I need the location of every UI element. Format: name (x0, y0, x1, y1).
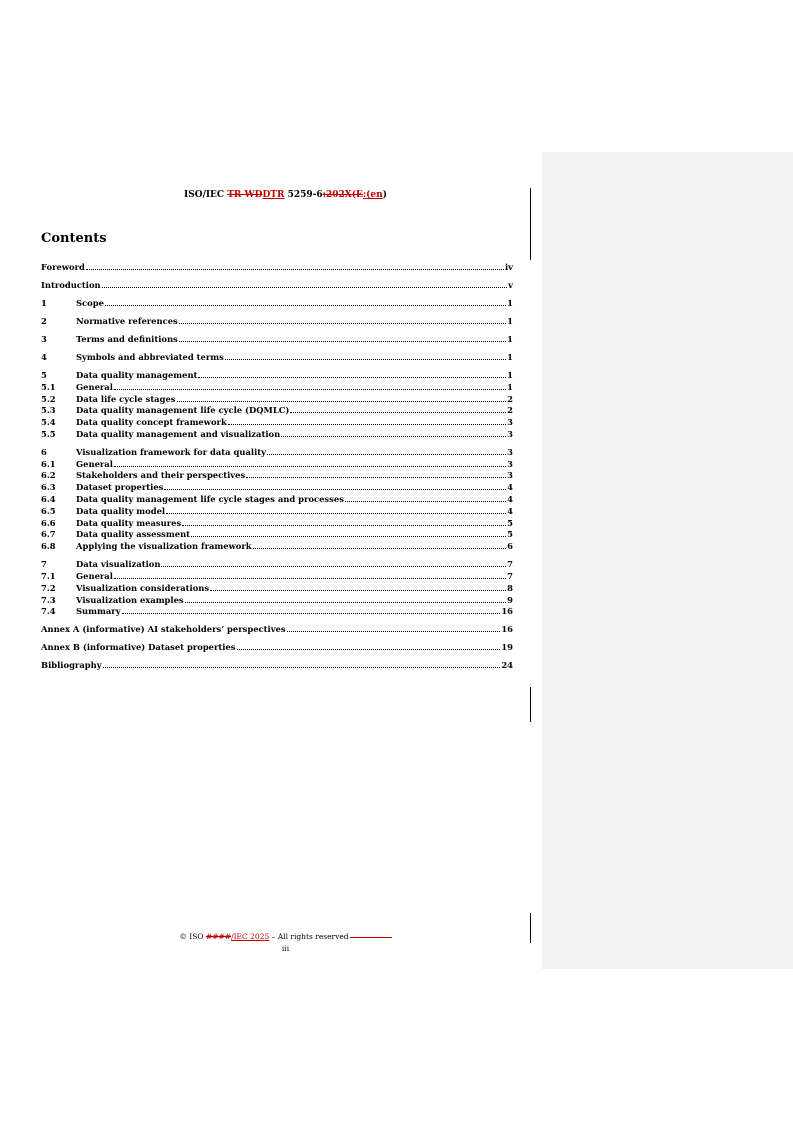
toc-entry-number: 7 (41, 559, 47, 570)
toc-entry-label: Data quality model (76, 505, 166, 516)
toc-entry-number: 6.3 (41, 482, 56, 493)
toc-entry[interactable] (41, 583, 513, 595)
toc-entry-label: Visualization framework for data quality (76, 446, 266, 457)
toc-entry-page: v (508, 279, 513, 290)
toc-leader-dots (225, 358, 506, 360)
toc-entry-label: Terms and definitions (76, 333, 178, 344)
toc-entry[interactable] (41, 541, 513, 553)
toc-entry-page: 7 (507, 559, 513, 570)
document-header (0, 190, 571, 200)
toc-entry[interactable] (41, 595, 513, 607)
toc-leader-dots (198, 376, 506, 378)
toc-leader-dots (237, 648, 501, 650)
header-suffix: ) (382, 190, 387, 200)
header-insertion-2: :(en (362, 190, 383, 200)
toc-entry-number: 5.4 (41, 417, 56, 428)
toc-entry-label: Data quality measures (76, 517, 182, 528)
toc-leader-dots (114, 465, 506, 467)
toc-entry-number: 6.6 (41, 517, 56, 528)
toc-entry[interactable] (41, 459, 513, 471)
toc-entry-number: 2 (41, 315, 47, 326)
toc-entry-page: 3 (507, 446, 513, 457)
toc-entry-label: Symbols and abbreviated terms (76, 351, 224, 362)
toc-entry[interactable] (41, 482, 513, 494)
toc-entry[interactable] (41, 405, 513, 417)
copyright-line (0, 932, 571, 941)
toc-entry-label: Data life cycle stages (76, 393, 176, 404)
header-deletion-2: :202X(E (322, 190, 363, 200)
toc-entry[interactable] (41, 494, 513, 506)
toc-entry-page: 1 (507, 297, 513, 308)
toc-entry-label: Data quality management life cycle stages and processes (76, 494, 344, 505)
header-number: 5259-6 (284, 190, 323, 200)
toc-entry-number: 7.3 (41, 594, 56, 605)
toc-entry-number: 3 (41, 333, 47, 344)
toc-leader-dots (179, 340, 506, 342)
toc-entry[interactable] (41, 642, 513, 654)
toc-entry-number: 5.1 (41, 381, 56, 392)
comments-pane (542, 152, 793, 969)
toc-entry-label: General (76, 571, 113, 582)
toc-entry-number: 6.8 (41, 541, 56, 552)
header-prefix: ISO/IEC (184, 190, 228, 200)
toc-entry-page: 4 (507, 505, 513, 516)
toc-entry-label: Scope (76, 297, 104, 308)
toc-entry[interactable] (41, 559, 513, 571)
toc-leader-dots (345, 500, 506, 502)
toc-entry-page: 5 (507, 517, 513, 528)
toc-entry-number: 5.2 (41, 393, 56, 404)
toc-entry-page: 3 (507, 470, 513, 481)
toc-leader-dots (246, 476, 506, 478)
copyright-prefix: © ISO (179, 932, 206, 941)
toc-entry[interactable] (41, 506, 513, 518)
toc-leader-dots (191, 535, 506, 537)
toc-entry-page: 1 (507, 381, 513, 392)
toc-entry-number: 7.2 (41, 582, 56, 593)
toc-leader-dots (114, 388, 506, 390)
toc-entry-number: 5.3 (41, 405, 56, 416)
page-title: Contents (41, 231, 107, 246)
toc-entry-page: 16 (501, 624, 513, 635)
document-footer (0, 932, 571, 953)
toc-entry-page: 19 (501, 642, 513, 653)
toc-entry-label: Visualization considerations (76, 582, 210, 593)
toc-leader-dots (166, 512, 506, 514)
toc-entry-page: 4 (507, 482, 513, 493)
toc-entry-page: 1 (507, 351, 513, 362)
toc-leader-dots (179, 322, 506, 324)
toc-leader-dots (228, 423, 506, 425)
toc-leader-dots (161, 565, 506, 567)
toc-entry-label: Annex A (informative) AI stakeholders’ perspectives (41, 624, 286, 635)
toc-entry-page: 1 (507, 369, 513, 380)
toc-entry[interactable] (41, 262, 513, 274)
toc-leader-dots (122, 612, 501, 614)
toc-entry-page: 1 (507, 333, 513, 344)
toc-entry[interactable] (41, 447, 513, 459)
toc-leader-dots (102, 286, 507, 288)
toc-entry-label: Normative references (76, 315, 178, 326)
toc-entry[interactable] (41, 316, 513, 328)
toc-entry-number: 6.1 (41, 458, 56, 469)
toc-entry[interactable] (41, 606, 513, 618)
toc-entry[interactable] (41, 280, 513, 292)
toc-entry-number: 6.4 (41, 494, 56, 505)
copyright-suffix: – All rights reserved (269, 932, 349, 941)
toc-entry[interactable] (41, 429, 513, 441)
toc-entry-page: 6 (507, 541, 513, 552)
header-deletion-1: TR WD (227, 190, 263, 200)
toc-entry[interactable] (41, 624, 513, 636)
toc-leader-dots (281, 435, 506, 437)
toc-leader-dots (185, 601, 507, 603)
toc-entry-number: 6.7 (41, 529, 56, 540)
toc-entry-number: 6.5 (41, 505, 56, 516)
toc-entry[interactable] (41, 529, 513, 541)
toc-entry-label: General (76, 458, 113, 469)
toc-entry-label: Data quality assessment (76, 529, 191, 540)
toc-entry-label: Summary (76, 606, 121, 617)
toc-entry-page: 2 (507, 405, 513, 416)
toc-leader-dots (290, 411, 506, 413)
toc-entry-number: 4 (41, 351, 47, 362)
toc-entry[interactable] (41, 370, 513, 382)
toc-leader-dots (177, 400, 507, 402)
toc-entry-label: Data quality concept framework (76, 417, 227, 428)
copyright-insertion: /IEC 2025 (231, 932, 270, 941)
toc-entry-number: 1 (41, 297, 47, 308)
table-of-contents (41, 262, 513, 672)
toc-entry-label: Introduction (41, 279, 101, 290)
toc-entry[interactable] (41, 417, 513, 429)
toc-leader-dots (253, 547, 507, 549)
toc-entry[interactable] (41, 518, 513, 530)
toc-entry[interactable] (41, 571, 513, 583)
toc-leader-dots (182, 524, 506, 526)
toc-entry-page: 7 (507, 571, 513, 582)
toc-entry-page: 2 (507, 393, 513, 404)
toc-entry-label: Data visualization (76, 559, 161, 570)
toc-leader-dots (114, 577, 506, 579)
toc-entry-number: 7.1 (41, 571, 56, 582)
toc-entry-number: 6.2 (41, 470, 56, 481)
toc-entry[interactable] (41, 394, 513, 406)
toc-entry-label: Data quality management and visualization (76, 428, 281, 439)
toc-entry-label: General (76, 381, 113, 392)
toc-entry[interactable] (41, 660, 513, 672)
toc-entry-label: Visualization examples (76, 594, 184, 605)
toc-entry-label: Stakeholders and their perspectives (76, 470, 246, 481)
change-bar-bibliography (530, 687, 531, 722)
toc-entry-label: Data quality management (76, 369, 198, 380)
copyright-deletion: #### (205, 932, 232, 941)
toc-entry[interactable] (41, 352, 513, 364)
toc-entry-label: Applying the visualization framework (76, 541, 252, 552)
toc-entry-label: Dataset properties (76, 482, 164, 493)
toc-entry-label: Foreword (41, 262, 85, 272)
toc-entry-page: 8 (507, 582, 513, 593)
toc-entry[interactable] (41, 298, 513, 310)
toc-entry-page: 5 (507, 529, 513, 540)
toc-entry-page: 1 (507, 315, 513, 326)
toc-entry-number: 6 (41, 446, 47, 457)
toc-entry-page: 16 (501, 606, 513, 617)
toc-entry-number: 7.4 (41, 606, 56, 617)
toc-entry-page: 3 (507, 417, 513, 428)
toc-entry-page: 9 (507, 594, 513, 605)
toc-leader-dots (210, 589, 506, 591)
toc-entry[interactable] (41, 334, 513, 346)
toc-entry-number: 5.5 (41, 428, 56, 439)
toc-entry-number: 5 (41, 369, 47, 380)
toc-entry[interactable] (41, 470, 513, 482)
toc-entry-page: 3 (507, 458, 513, 469)
toc-entry-page: 24 (501, 660, 513, 671)
toc-leader-dots (105, 304, 506, 306)
page-number: iii (281, 944, 290, 953)
toc-entry[interactable] (41, 382, 513, 394)
toc-entry-page: 4 (507, 494, 513, 505)
toc-leader-dots (86, 268, 504, 270)
toc-entry-label: Data quality management life cycle (DQMLC) (76, 405, 290, 416)
toc-leader-dots (103, 666, 501, 668)
deleted-trailing-text (350, 937, 392, 938)
toc-entry-page: iv (504, 262, 513, 272)
header-insertion-1: DTR (262, 190, 285, 200)
toc-leader-dots (267, 453, 506, 455)
toc-entry-label: Annex B (informative) Dataset properties (41, 642, 236, 653)
toc-entry-label: Bibliography (41, 660, 102, 671)
toc-leader-dots (287, 630, 501, 632)
toc-leader-dots (164, 488, 506, 490)
toc-entry-page: 3 (507, 428, 513, 439)
